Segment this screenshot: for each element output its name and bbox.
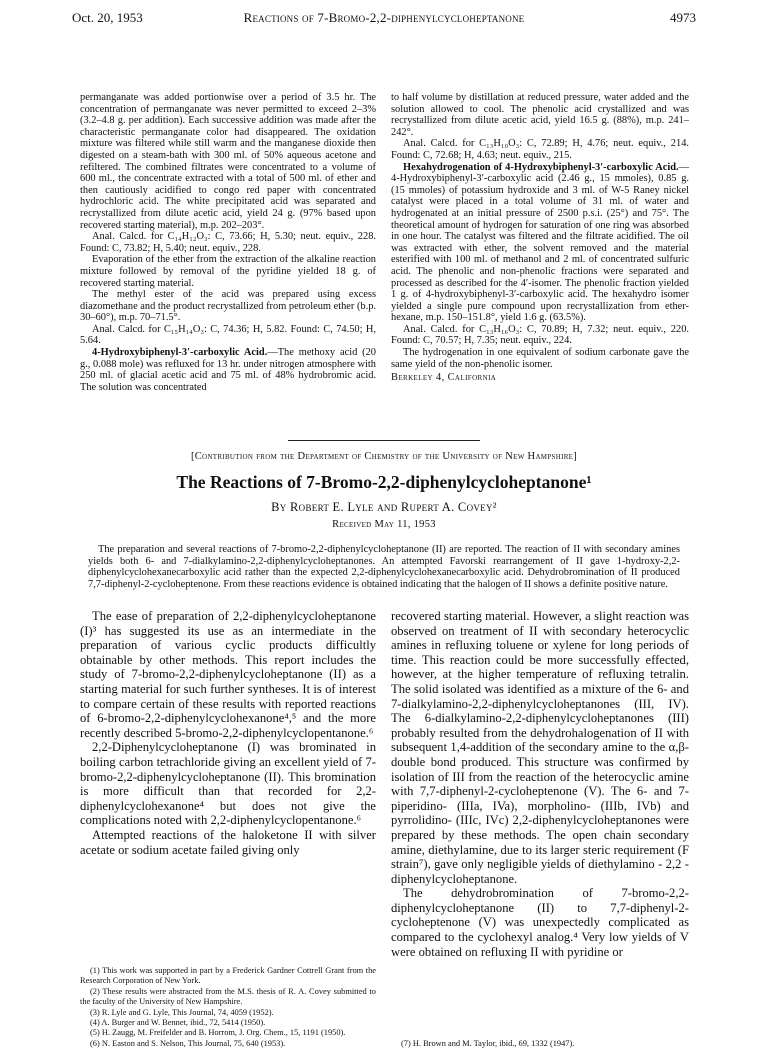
header-running-title: Reactions of 7-Bromo-2,2-diphenylcycloheptanone <box>243 10 525 25</box>
header-page-number: 4973 <box>670 10 696 25</box>
paragraph: 2,2-Diphenylcycloheptanone (I) was brominated in boiling carbon tetrachloride giving an excellent yield of 7-bromo-2,2-diphenylcycloheptanone (II). This bromination is more difficult than that recorded for 2,2-diphenylcyclohexanone⁴ but does not give the complications noted with 2,2-diphenylcyclopentanone.⁶ <box>80 740 376 828</box>
paragraph: to half volume by distillation at reduced pressure, water added and the solution allowed to cool. The phenolic acid crystallized and was recrystallized from dilute acetic acid, yield 16.5 g. (88%), m.p. 241–242°. <box>391 92 689 138</box>
footnote: (4) A. Burger and W. Bennet, ibid., 72, 5414 (1950). <box>90 1018 266 1028</box>
footnote: (1) This work was supported in part by a Frederick Gardner Cottrell Grant from the Research Corporation of New York. <box>80 966 376 986</box>
prev-article-right-column <box>391 92 689 384</box>
header-date: Oct. 20, 1953 <box>72 10 143 25</box>
analysis-paragraph: Anal. Calcd. for C₁₅H₁₄O₃: C, 74.36; H, 5.82. Found: C, 74.50; H, 5.64. <box>80 323 376 347</box>
prev-article-left-column <box>80 92 376 393</box>
paragraph: The hydrogenation in one equivalent of sodium carbonate gave the same yield of the non-phenolic isomer. <box>391 347 689 370</box>
footnote: (3) R. Lyle and G. Lyle, This Journal, 74, 4059 (1952). <box>90 1007 274 1017</box>
contribution-line: [Contribution from the Department of Chemistry of the University of New Hampshire] <box>190 451 578 462</box>
paragraph: recovered starting material. However, a slight reaction was observed on treatment of II with secondary heterocyclic amines in refluxing toluene or xylene for long periods of time. This reaction could be more successfully effected, however, at the higher temperature of refluxing tetralin. The solid isolated was identified as a mixture of the 6- and 7-dialkylamino-2,2-diphenylcycloheptanones (III, IV). The 6-dialkylamino-2,2-diphenylcycloheptanones (III) probably resulted from the dehydrohalogenation of II with subsequent 1,4-addition of the secondary amine to the α,β-double bond produced. This structure was confirmed by isolation of III from the reaction of the heterocyclic amine with 7,7-diphenyl-2-cycloheptenone (V). The 6- and 7-piperidino- (IIIa, IVa), morpholino- (IIIb, IVb) and pyrrolidino- (IIIc, IVc) 2,2-diphenylcycloheptanones were prepared by these methods. The open chain secondary amine, diethylamine, due to its larger steric requirement (F strain⁷), gave only negligible yields of diethylamino - 2,2 - diphenylcycloheptanone. <box>391 609 689 886</box>
paragraph: Attempted reactions of the haloketone II with silver acetate or sodium acetate failed giving only <box>80 827 376 857</box>
article-right-column <box>391 609 689 959</box>
received-date: Received May 11, 1953 <box>332 519 436 530</box>
footnote: (7) H. Brown and M. Taylor, ibid., 69, 1332 (1947). <box>401 1039 575 1048</box>
article-left-column <box>80 609 376 857</box>
running-header <box>72 10 696 30</box>
paragraph <box>391 162 689 324</box>
section-heading: 4-Hydroxybiphenyl-3′-carboxylic Acid. <box>92 347 268 359</box>
analysis-paragraph: Anal. Calcd. for C₁₄H₁₂O₃: C, 73.66; H, 5.30; neut. equiv., 228. Found: C, 73.82; H, 5.40; neut. equiv., 228. <box>80 231 376 254</box>
article-title: The Reactions of 7-Bromo-2,2-diphenylcycloheptanone¹ <box>176 472 592 492</box>
affiliation: Berkeley 4, California <box>391 372 497 384</box>
footnotes <box>80 966 376 1049</box>
paragraph: permanganate was added portionwise over a period of 3.5 hr. The concentration of permanganate was never permitted to exceed 2–3% (3.2–4.8 g. per addition). Each successive addition was made after the characteristic permanganate color had disappeared. The oxidation mixture was filtered while still warm and the manganese dioxide then digested on a steam-bath with 300 ml. of 50% aqueous acetone and refiltered. The combined filtrates were concentrated to a volume of 600 ml., the concentrate extracted with a total of 500 ml. of ether and then cautiously acidified to congo red paper with concentrated hydrochloric acid. The white precipitated acid was separated and recrystallized from dilute acetic acid, yield 24 g. (97% based upon recovered starting material), m.p. 202–203°. <box>80 92 376 231</box>
footnote: (2) These results were abstracted from the M.S. thesis of R. A. Covey submitted to the faculty of the University of New Hampshire. <box>80 986 376 1007</box>
section-heading: Hexahydrogenation of 4-Hydroxybiphenyl-3′-carboxylic Acid. <box>403 161 679 173</box>
footnote: (6) N. Easton and S. Nelson, This Journal, 75, 640 (1953). <box>90 1038 286 1048</box>
abstract: The preparation and several reactions of 7-bromo-2,2-diphenylcycloheptanone (II) are reported. The reaction of II with secondary amines yields both 6- and 7-dialkylamino-2,2-diphenylcycloheptanones. An attempted Favorski rearrangement of II gave 1-hydroxy-2,2-diphenylcyclohexanecarboxylic acid rather than the expected 2,2-diphenylcyclohexanecarboxylic acid. Dehydrobromination of II produced 7,7-diphenyl-2-cycloheptenone. From these reactions evidence is obtained indicating that the halogen of II shows a definite positive nature. <box>88 544 680 590</box>
article-authors: By Robert E. Lyle and Rupert A. Covey² <box>271 500 497 514</box>
paragraph-text: —4-Hydroxybiphenyl-3′-carboxylic acid (2.46 g., 15 mmoles), 0.85 g. (15 mmoles) of potassium hydroxide and 3 ml. of W-5 Raney nickel catalyst were placed in a total volume of 31 ml. of water and hydrogenated at an initial pressure of 2500 p.s.i. (25°) and 75°. The theoretical amount of hydrogen for saturation of one ring was absorbed in one hour. The catalyst was filtered and the filtrate acidified. The oil was extracted with ether, the solvent removed and the material esterified with 100 ml. of methanol and 2 ml. of concentrated sulfuric acid. The phenolic and non-phenolic fractions were separated and processed as described for the 4′-isomer. The phenolic fraction yielded 1 g. of 4-hydroxybiphenyl-3′-carboxylic acid. The hexahydro isomer yielded a single pure compound upon recrystallization from ether-hexane, m.p. 150–151.8°, yield 1.6 g. (63.5%). <box>391 161 689 324</box>
paragraph: The ease of preparation of 2,2-diphenylcycloheptanone (I)³ has suggested its use as an intermediate in the preparation of various cyclic products difficultly obtainable by other methods. This report includes the study of 7-bromo-2,2-diphenylcycloheptanone (II) as a starting material for such further syntheses. It is of interest to compare certain of these results with reported reactions of 6-bromo-2,2-diphenylcyclohexanone⁴,⁵ and the more recently described 5-bromo-2,2-diphenylcyclopentanone.⁶ <box>80 609 376 740</box>
paragraph: Evaporation of the ether from the extraction of the alkaline reaction mixture followed by removal of the pyridine yielded 18 g. of recovered starting material. <box>80 254 376 289</box>
analysis-paragraph: Anal. Calcd. for C₁₃H₁₆O₃: C, 70.89; H, 7.32; neut. equiv., 220. Found: C, 70.57; H, 7.35; neut. equiv., 224. <box>391 323 689 347</box>
analysis-paragraph: Anal. Calcd. for C₁₃H₁₀O₃: C, 72.89; H, 4.76; neut. equiv., 214. Found: C, 72.68; H, 4.63; neut. equiv., 215. <box>391 138 689 161</box>
footnote: (5) H. Zaugg, M. Freifelder and B. Horrom, J. Org. Chem., 15, 1191 (1950). <box>90 1028 346 1038</box>
paragraph-text: —The methoxy acid (20 g., 0.088 mole) was refluxed for 13 hr. under nitrogen atmosphere with 250 ml. of glacial acetic acid and 75 ml. of 48% hydrobromic acid. The solution was concentrated <box>80 347 377 393</box>
separator-rule <box>288 440 480 441</box>
paragraph <box>80 347 376 393</box>
paragraph: The methyl ester of the acid was prepared using excess diazomethane and the product recrystallized from petroleum ether (b.p. 30–60°), m.p. 70–71.5°. <box>80 289 377 324</box>
paragraph: The dehydrobromination of 7-bromo-2,2-diphenylcycloheptanone (II) to 7,7-diphenyl-2-cycloheptenone (V) was unexpectedly complicated as compared to the cyclohexyl analog.⁴ Very low yields of V were obtained on refluxing II with pyridine or <box>391 886 689 959</box>
